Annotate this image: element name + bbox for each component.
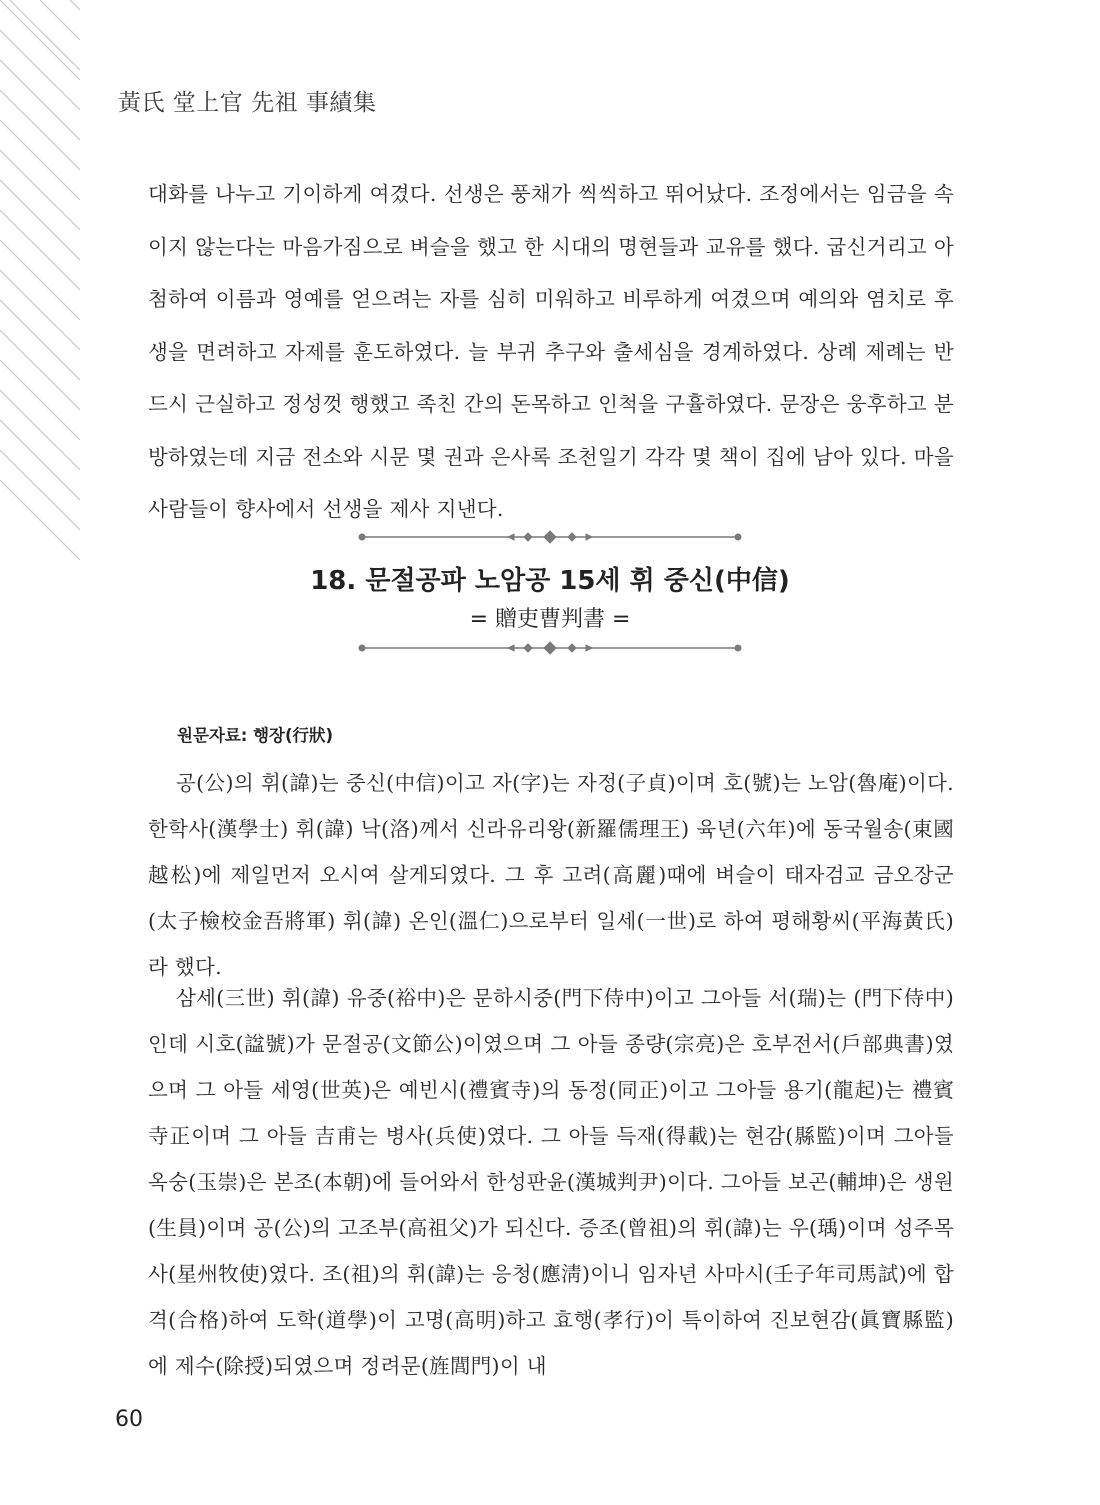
page-number: 60 bbox=[115, 1407, 143, 1432]
running-header: 黃氏 堂上官 先祖 事績集 bbox=[118, 90, 377, 116]
source-label: 원문자료: 행장(行狀) bbox=[177, 726, 334, 745]
ornament-divider-top bbox=[358, 529, 742, 545]
intro-paragraph: 대화를 나누고 기이하게 여겼다. 선생은 풍채가 씩씩하고 뛰어났다. 조정에서는 임금을 속이지 않는다는 마음가짐으로 벼슬을 했고 한 시대의 명현들과 교유를 했다. 굽신거리고 아첨하여 이름과 영예를 얻으려는 자를 심히 미워하고 비루하게 여겼으며 예의와 염치로 후생을 면려하고 자제를 훈도하였다. 늘 부귀 추구와 출세심을 경계하였다. 상례 제례는 반드시 근실하고 정성껏 행했고 족친 간의 돈목하고 인척을 구휼하였다. 문장은 웅후하고 분방하였는데 지금 전소와 시문 몇 권과 은사록 조천일기 각각 몇 책이 집에 남아 있다. 마을 사람들이 향사에서 선생을 제사 지낸다. bbox=[148, 182, 954, 521]
body-paragraph-1: 공(公)의 휘(諱)는 중신(中信)이고 자(字)는 자정(子貞)이며 호(號)는 노암(魯庵)이다. 한학사(漢學士) 휘(諱) 낙(洛)께서 신라유리왕(新羅儒理王) 육년(六年)에 동국월송(東國越松)에 제일먼저 오시여 살게되였다. 그 후 고려(高麗)때에 벼슬이 태자검교 금오장군(太子檢校金吾將軍) 휘(諱) 온인(溫仁)으로부터 일세(一世)로 하여 평해황씨(平海黃氏)라 했다. bbox=[148, 771, 954, 979]
section-subtitle: = 贈吏曹判書 = bbox=[469, 607, 631, 632]
ornament-divider-bottom bbox=[358, 640, 742, 656]
body-paragraph-2: 삼세(三世) 휘(諱) 유중(裕中)은 문하시중(門下侍中)이고 그아들 서(瑞)는 (門下侍中)인데 시호(諡號)가 문절공(文節公)이였으며 그 아들 종량(宗亮)은 호부전서(戶部典書)였으며 그 아들 세영(世英)은 예빈시(禮賓寺)의 동정(同正)이고 그아들 용기(龍起)는 禮賓寺正이며 그 아들 吉甫는 병사(兵使)였다. 그 아들 득재(得載)는 현감(縣監)이며 그아들 옥숭(玉崇)은 본조(本朝)에 들어와서 한성판윤(漢城判尹)이다. 그아들 보곤(輔坤)은 생원(生員)이며 공(公)의 고조부(高祖父)가 되신다. 증조(曾祖)의 휘(諱)는 우(瑀)이며 성주목사(星州牧使)였다. 조(祖)의 휘(諱)는 응청(應淸)이니 임자년 사마시(壬子年司馬試)에 합격(合格)하여 도학(道學)이 고명(高明)하고 효행(孝行)이 특이하여 진보현감(眞寶縣監)에 제수(除授)되였으며 정려문(旌閭門)이 내 bbox=[148, 986, 954, 1378]
diagonal-hatch-decoration bbox=[0, 0, 80, 560]
section-title: 18. 문절공파 노암공 15세 휘 중신(中信) bbox=[310, 566, 790, 596]
